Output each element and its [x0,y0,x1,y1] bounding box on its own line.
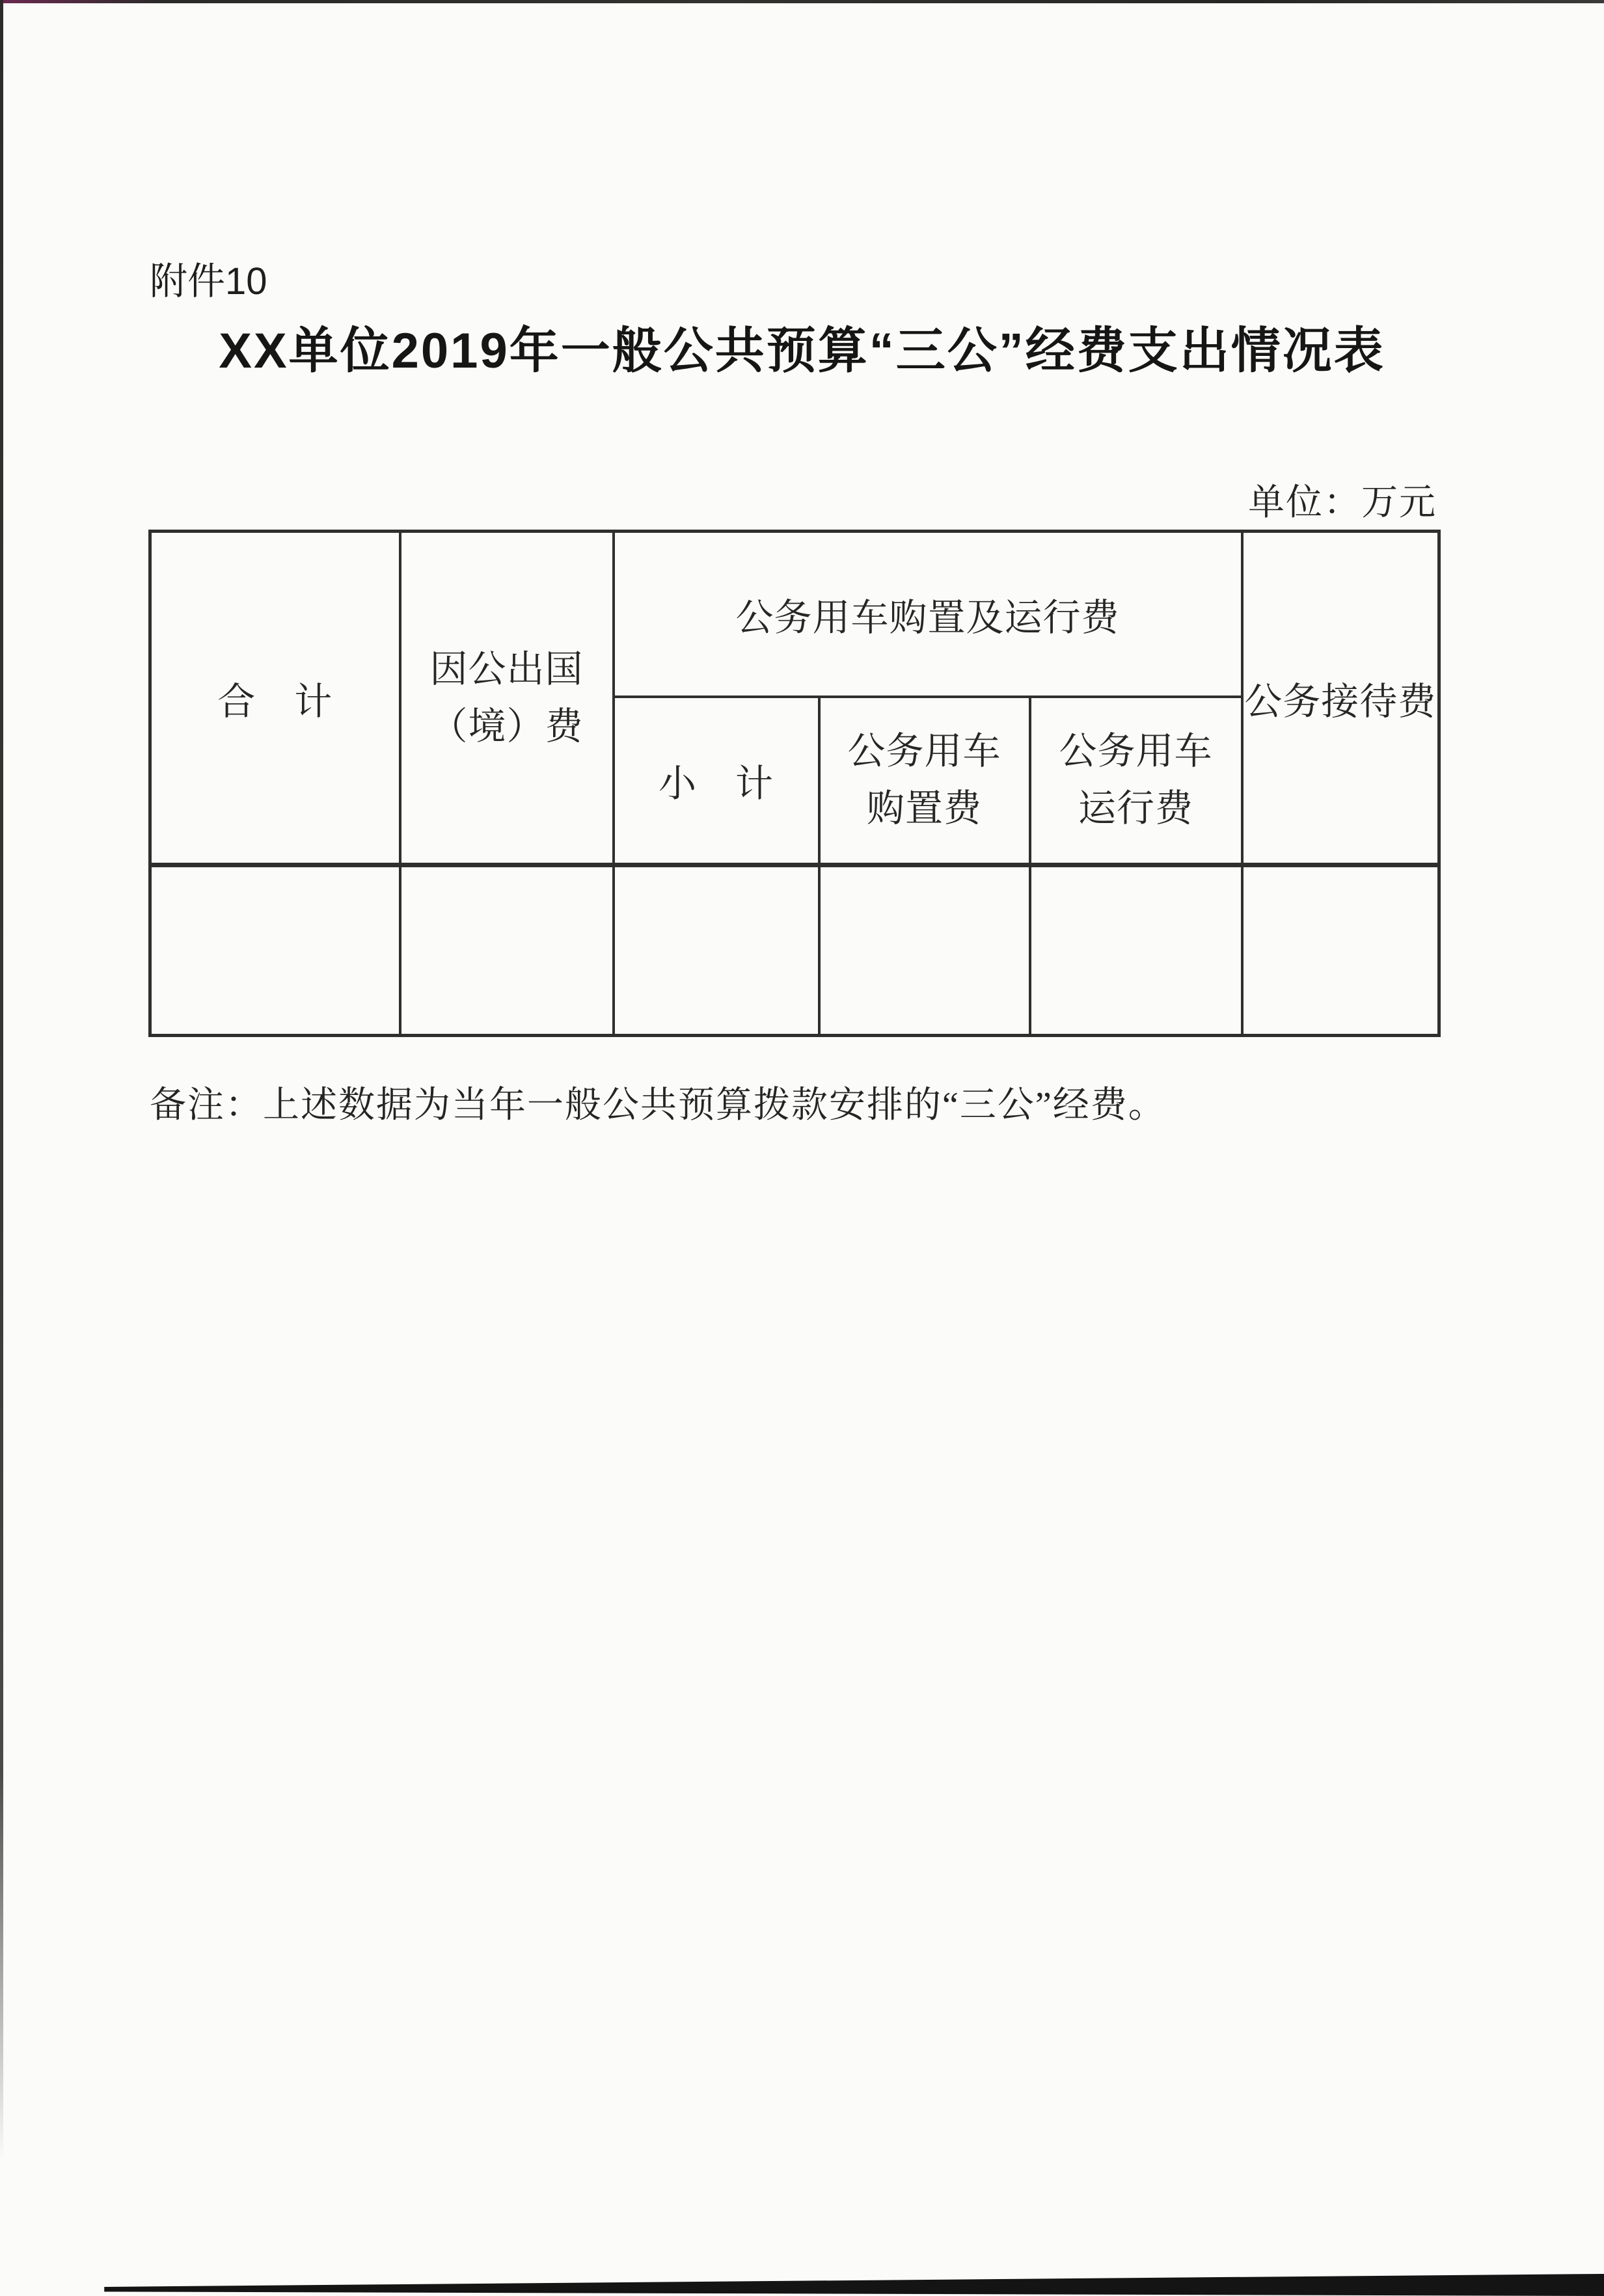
header-vehicle-operation-line1: 公务用车 [1059,730,1213,773]
data-row [150,865,1439,1036]
page-title: XX单位2019年一般公共预算“三公”经费支出情况表 [219,323,1385,379]
data-cell-vehicle-purchase [819,865,1030,1036]
scan-top-edge-artifact [0,0,1604,3]
header-total-cell: 合 计 [150,532,400,865]
header-row-1 [150,532,1439,697]
attachment-label: 附件10 [150,260,267,303]
header-vehicle-operation-cell [1030,697,1242,865]
header-vehicle-subtotal-cell: 小 计 [614,697,819,865]
header-abroad-line1: 因公出国 [429,647,584,690]
data-cell-vehicle-operation [1030,865,1242,1036]
header-vehicle-operation-line2: 运行费 [1078,787,1194,830]
data-cell-abroad [400,865,614,1036]
data-cell-reception [1242,865,1439,1036]
unit-label: 单位：万元 [1248,483,1437,523]
header-vehicle-purchase-line2: 购置费 [866,787,982,830]
data-cell-vehicle-subtotal [614,865,819,1036]
header-vehicle-purchase-cell [819,697,1030,865]
scan-bottom-edge-artifact [0,2272,1604,2296]
header-vehicle-group-cell: 公务用车购置及运行费 [614,532,1242,697]
header-reception-cell: 公务接待费 [1242,532,1439,865]
header-vehicle-purchase-line1: 公务用车 [847,730,1001,773]
expenditure-table [148,530,1441,1037]
header-abroad-line2: （境）费 [429,705,584,748]
header-abroad-cell [400,532,614,865]
remark-note: 备注：上述数据为当年一般公共预算拨款安排的“三公”经费。 [150,1085,1166,1126]
data-cell-total [150,865,400,1036]
